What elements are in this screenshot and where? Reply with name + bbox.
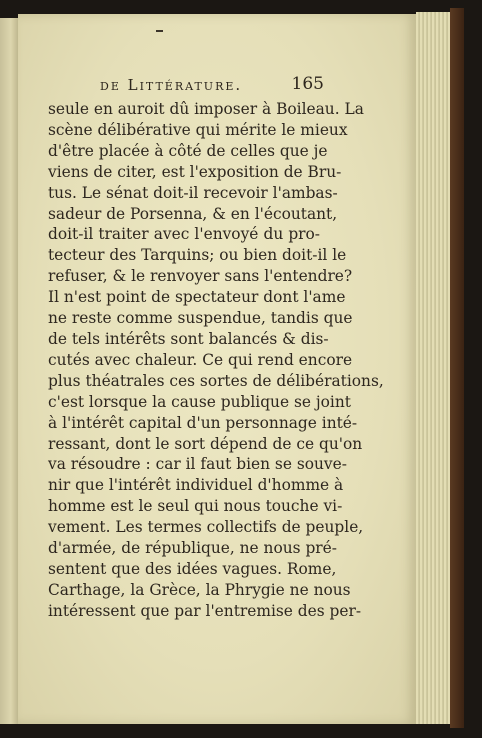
text-line: cutés avec chaleur. Ce qui rend encore [48, 350, 353, 369]
text-line: Il n'est point de spectateur dont l'ame [48, 288, 346, 307]
text-line: c'est lorsque la cause publique se joint [48, 392, 351, 411]
body-text [48, 99, 384, 622]
page-number: 165 [291, 74, 324, 94]
ink-mark [156, 30, 163, 32]
text-line: sentent que des idées vagues. Rome, [48, 559, 337, 578]
text-line: viens de citer, est l'exposition de Bru- [48, 162, 342, 181]
text-line: d'armée, de république, ne nous pré- [48, 539, 337, 558]
text-line: à l'intérêt capital d'un personnage inté- [48, 413, 358, 432]
text-line: refuser, & le renvoyer sans l'entendre? [48, 267, 353, 286]
page-header [100, 76, 324, 98]
text-line: sadeur de Porsenna, & en l'écoutant, [48, 204, 338, 223]
text-line: tecteur des Tarquins; ou bien doit-il le [48, 246, 347, 265]
text-line: tus. Le sénat doit-il recevoir l'ambas- [48, 183, 338, 202]
text-line: nir que l'intérêt individuel d'homme à [48, 476, 344, 495]
text-line: vement. Les termes collectifs de peuple, [48, 518, 364, 537]
text-line: ne reste comme suspendue, tandis que [48, 309, 353, 328]
text-line: de tels intérêts sont balancés & dis- [48, 329, 329, 348]
text-line: d'être placée à côté de celles que je [48, 141, 328, 160]
text-line: intéressent que par l'entremise des per- [48, 601, 362, 620]
text-line: va résoudre : car il faut bien se souve- [48, 455, 347, 474]
facing-page-edge [0, 18, 19, 724]
text-line: plus théatrales ces sortes de délibérations, [48, 371, 384, 390]
book-cover-edge [450, 8, 464, 728]
text-line: scène délibérative qui mérite le mieux [48, 120, 348, 139]
text-line: Carthage, la Grèce, la Phrygie ne nous [48, 580, 351, 599]
text-line: doit-il traiter avec l'envoyé du pro- [48, 225, 320, 244]
page-block-edges [416, 12, 452, 724]
text-line: homme est le seul qui nous touche vi- [48, 497, 343, 516]
text-line: seule en auroit dû imposer à Boileau. La [48, 100, 364, 118]
running-head: de Littérature. [100, 76, 243, 94]
text-line: ressant, dont le sort dépend de ce qu'on [48, 434, 363, 453]
